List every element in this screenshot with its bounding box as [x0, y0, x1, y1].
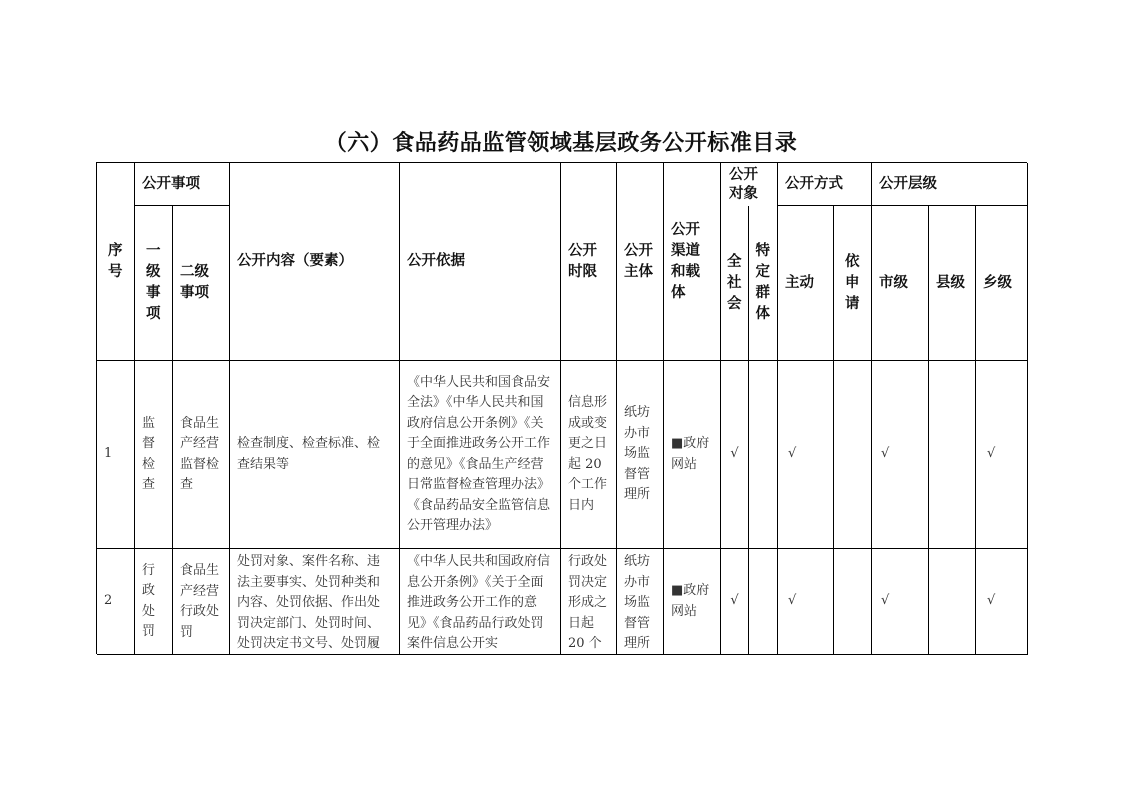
- row1-method-request: [834, 361, 872, 549]
- row1-level-township-check: √: [976, 361, 1028, 549]
- row2-method-active-check: √: [778, 549, 834, 655]
- row1-target-all-check: √: [721, 361, 749, 549]
- header-method-active: 主动: [778, 206, 834, 361]
- header-basis: 公开依据: [400, 163, 561, 361]
- header-channel: 公开渠道和载体: [664, 163, 721, 361]
- header-item-level2: 二级事项: [173, 206, 230, 361]
- row1-content: 检查制度、检查标准、检查结果等: [230, 361, 400, 549]
- row2-subject: 纸坊办市场监督管理所: [617, 549, 664, 655]
- row1-level2: 食品生产经营监督检查: [173, 361, 230, 549]
- row2-method-request: [834, 549, 872, 655]
- header-target-specific: 特定群体: [749, 206, 778, 361]
- header-level-group: 公开层级: [872, 163, 1028, 206]
- row2-content: 处罚对象、案件名称、违法主要事实、处罚种类和内容、处罚依据、作出处罚决定部门、处罚时间、处罚决定书文号、处罚履: [230, 549, 400, 655]
- row2-level-township-check: √: [976, 549, 1028, 655]
- row1-level-county: [929, 361, 976, 549]
- row1-seq: 1: [97, 361, 135, 549]
- header-method-group: 公开方式: [778, 163, 872, 206]
- row1-method-active-check: √: [778, 361, 834, 549]
- header-item-level1: 一级事项: [135, 206, 173, 361]
- header-level-township: 乡级: [976, 206, 1028, 361]
- header-seq: 序号: [97, 163, 135, 361]
- row2-channel: ■政府网站: [664, 549, 721, 655]
- row1-basis: 《中华人民共和国食品安全法》《中华人民共和国政府信息公开条例》《关于全面推进政务公开工作的意见》《食品生产经营日常监督检查管理办法》《食品药品安全监管信息公开管理办法》: [400, 361, 561, 549]
- header-target-group: 公开对象: [721, 163, 778, 206]
- row1-target-specific: [749, 361, 778, 549]
- row2-target-all-check: √: [721, 549, 749, 655]
- catalog-table: [96, 162, 1027, 654]
- row2-level1: 行政处罚: [135, 549, 173, 655]
- header-method-request: 依申请: [834, 206, 872, 361]
- row2-basis: 《中华人民共和国政府信息公开条例》《关于全面推进政务公开工作的意见》《食品药品行政处罚案件信息公开实: [400, 549, 561, 655]
- row1-channel: ■政府网站: [664, 361, 721, 549]
- header-target-all: 全社会: [721, 206, 749, 361]
- header-time-limit: 公开时限: [561, 163, 617, 361]
- row2-target-specific: [749, 549, 778, 655]
- row1-level-city-check: √: [872, 361, 929, 549]
- header-content: 公开内容（要素）: [230, 163, 400, 361]
- row1-time-limit: 信息形成或变更之日起 20 个工作日内: [561, 361, 617, 549]
- row1-subject: 纸坊办市场监督管理所: [617, 361, 664, 549]
- row2-level-county: [929, 549, 976, 655]
- row2-level2: 食品生产经营行政处罚: [173, 549, 230, 655]
- row2-time-limit: 行政处罚决定形成之日起 20 个: [561, 549, 617, 655]
- header-items-group: 公开事项: [135, 163, 230, 206]
- row2-seq: 2: [97, 549, 135, 655]
- document-title: （六）食品药品监管领域基层政务公开标准目录: [324, 131, 798, 156]
- header-level-city: 市级: [872, 206, 929, 361]
- header-level-county: 县级: [929, 206, 976, 361]
- row1-level1: 监督检查: [135, 361, 173, 549]
- header-subject: 公开主体: [617, 163, 664, 361]
- row2-level-city-check: √: [872, 549, 929, 655]
